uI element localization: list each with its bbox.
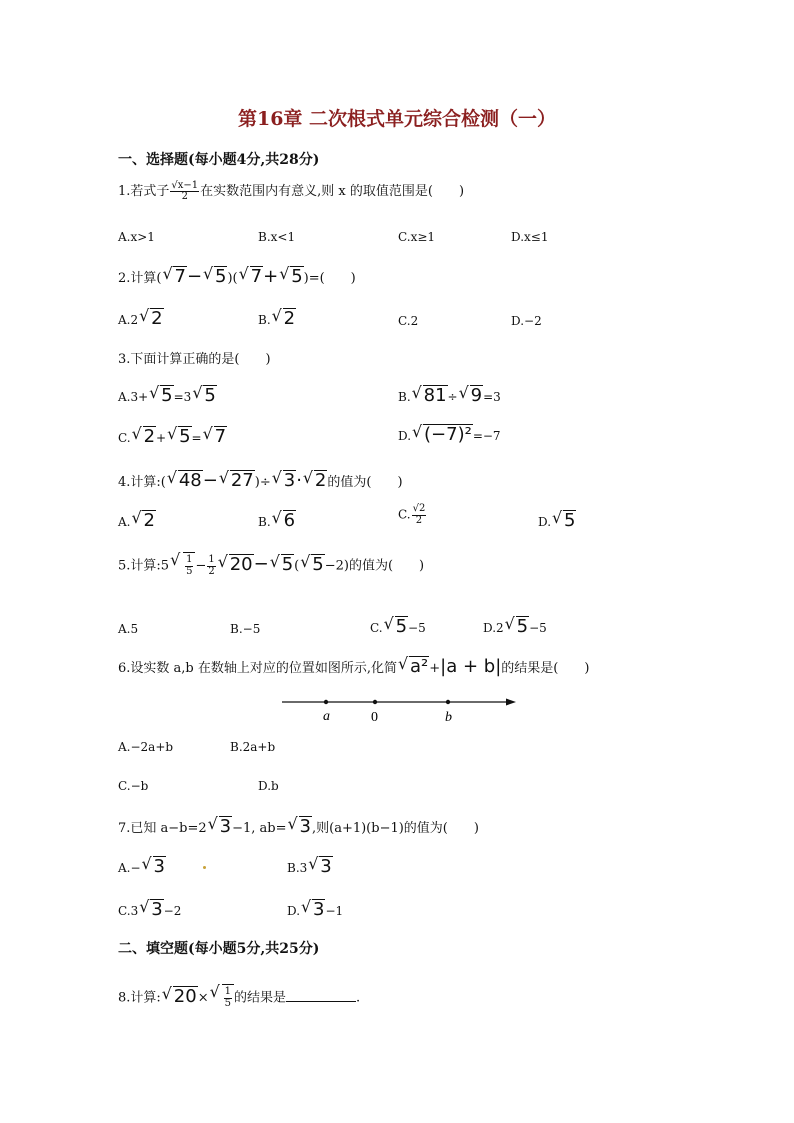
q2-plus: + [263, 266, 279, 287]
q5-fraction-1: √ $\frac{1}{5}$ [186, 554, 193, 577]
question-5: 5.计算:5 √ $\frac{1}{5}$ − $\frac{1}{2}$ √ 20−√ 5(√ 5−2)的值为( ) [118, 552, 424, 577]
section-heading-fill: 二、填空题(每小题5分,共25分) [118, 941, 320, 957]
q5-radical-5a: √ 5 [270, 554, 294, 575]
q2-option-a: A.2√ 2 [118, 308, 164, 329]
q1-option-b: B.x<1 [258, 230, 296, 244]
q2-option-c: C.2 [398, 314, 419, 328]
question-8: 8.计算:√ 20× √ $\frac{1}{5}$ 的结果是 . [118, 984, 360, 1009]
q8-radical-fraction: √ $\frac{1}{5}$ [210, 984, 234, 1009]
q5-c-radical: √ 5 [384, 616, 408, 637]
q6-option-a: A.−2a+b [118, 740, 174, 754]
q2-radical-2: √ 5 [203, 266, 227, 287]
q2-minus: − [186, 266, 203, 287]
q3-option-a: A.3+√ 5=3√ 5 [118, 385, 217, 406]
q3-option-d: D.√ (−7)²=−7 [398, 424, 501, 445]
q3-d-radical: √ (−7)² [412, 424, 473, 445]
q3-b-radical-1: √ 81 [412, 385, 448, 406]
q2-radical-1: √ 7 [162, 266, 186, 287]
number-line-arrow [506, 699, 516, 706]
q6-radical: √ a² [398, 656, 429, 677]
q3-a-radical-2: √ 5 [192, 385, 216, 406]
q1-numerator: √x−1 [171, 179, 199, 191]
q4-option-b: B.√ 6 [258, 510, 296, 531]
question-6: 6.设实数 a,b 在数轴上对应的位置如图所示,化简√ a²+|a + b|的结果是( ) [118, 656, 589, 677]
q1-option-d: D.x≤1 [511, 230, 549, 244]
q5-option-d: D.2√ 5−5 [483, 616, 547, 637]
q5-big-radical [170, 552, 195, 577]
q3-c-radical-2: √ 5 [167, 426, 191, 447]
q7-c-radical: √ 3 [139, 899, 163, 920]
question-3: 3.下面计算正确的是( ) [118, 352, 271, 367]
q5-option-c: C.√ 5−5 [370, 616, 426, 637]
q1-denominator: 2 [181, 191, 188, 202]
q4-option-c: C. $\frac{√2}{2}$ [398, 503, 426, 526]
q1-stem: 在实数范围内有意义,则 x 的取值范围是( ) [200, 184, 465, 199]
q6-absolute-value: |a + b| [440, 656, 502, 677]
q5-fraction-2: $\frac{1}{2}$ [208, 554, 215, 577]
q3-c-radical-1: √ 2 [132, 426, 156, 447]
q1-fraction [170, 181, 199, 203]
q6-option-c: C.−b [118, 779, 149, 793]
question-2 [118, 266, 356, 287]
point-a [324, 700, 328, 704]
q3-c-radical-3: √ 7 [203, 426, 227, 447]
q7-radical-2: √ 3 [288, 816, 312, 837]
stray-dot [203, 866, 206, 869]
q2-radical-3: √ 7 [239, 266, 263, 287]
question-1 [118, 180, 464, 203]
q1-prefix: 1.若式子 [118, 184, 170, 199]
q5-option-b: B.−5 [230, 622, 261, 636]
q4-option-a: A.√ 2 [118, 510, 156, 531]
label-a: a [323, 709, 330, 724]
q2-prefix: 2.计算( [118, 271, 162, 286]
point-b [446, 700, 450, 704]
section-heading-choice: 一、选择题(每小题4分,共28分) [118, 152, 320, 168]
q5-option-a: A.5 [118, 622, 139, 636]
q5-radical-5b: √ 5 [300, 554, 324, 575]
number-line-figure [278, 690, 522, 726]
q5-d-radical: √ 5 [505, 616, 529, 637]
q2-option-b-radical: √ 2 [272, 308, 296, 329]
point-zero [373, 700, 377, 704]
q1-option-c: C.x≥1 [398, 230, 436, 244]
q4-radical-1: √ 48 [167, 470, 203, 491]
q7-option-b: B.3√ 3 [287, 856, 333, 877]
question-4: 4.计算:(√ 48−√ 27)÷√ 3·√ 2的值为( ) [118, 470, 403, 491]
q4-d-radical: √ 5 [552, 510, 576, 531]
q5-radical-20: √ 20 [218, 554, 254, 575]
q2-option-b: B.√ 2 [258, 308, 296, 329]
q2-mid: )( [227, 271, 238, 286]
q7-option-d: D.√ 3−1 [287, 899, 343, 920]
q7-radical-1: √ 3 [208, 816, 232, 837]
q7-option-a: A.−√ 3 [118, 856, 166, 877]
page-title: 第16章 二次根式单元综合检测（一） [237, 108, 557, 130]
q7-option-c: C.3√ 3−2 [118, 899, 181, 920]
q4-radical-2: √ 27 [219, 470, 255, 491]
q7-a-radical: √ 3 [142, 856, 166, 877]
q6-option-d: D.b [258, 779, 279, 793]
q7-b-radical: √ 3 [308, 856, 332, 877]
label-b: b [445, 710, 452, 725]
q2-option-a-radical: √ 2 [139, 308, 163, 329]
q4-a-radical: √ 2 [131, 510, 155, 531]
q2-stem: )=( ) [303, 271, 356, 286]
q8-radical-20: √ 20 [162, 986, 198, 1007]
q2-radical-4: √ 5 [279, 266, 303, 287]
q6-option-b: B.2a+b [230, 740, 276, 754]
q4-c-fraction: $\frac{√2}{2}$ [412, 503, 426, 526]
q3-b-radical-2: √ 9 [459, 385, 483, 406]
q4-radical-4: √ 2 [303, 470, 327, 491]
q3-a-radical-1: √ 5 [149, 385, 173, 406]
q2-option-d: D.−2 [511, 314, 542, 328]
q1-option-a: A.x>1 [118, 230, 155, 244]
q7-d-radical: √ 3 [301, 899, 325, 920]
q4-option-d: D.√ 5 [538, 510, 576, 531]
label-zero: 0 [371, 710, 378, 725]
q4-b-radical: √ 6 [272, 510, 296, 531]
q4-radical-3: √ 3 [272, 470, 296, 491]
q3-option-c: C.√ 2+√ 5=√ 7 [118, 426, 227, 447]
question-7: 7.已知 a−b=2√ 3−1, ab=√ 3,则(a+1)(b−1)的值为( ) [118, 816, 479, 837]
q3-option-b: B.√ 81÷√ 9=3 [398, 385, 501, 406]
q8-answer-blank[interactable] [286, 990, 356, 1002]
